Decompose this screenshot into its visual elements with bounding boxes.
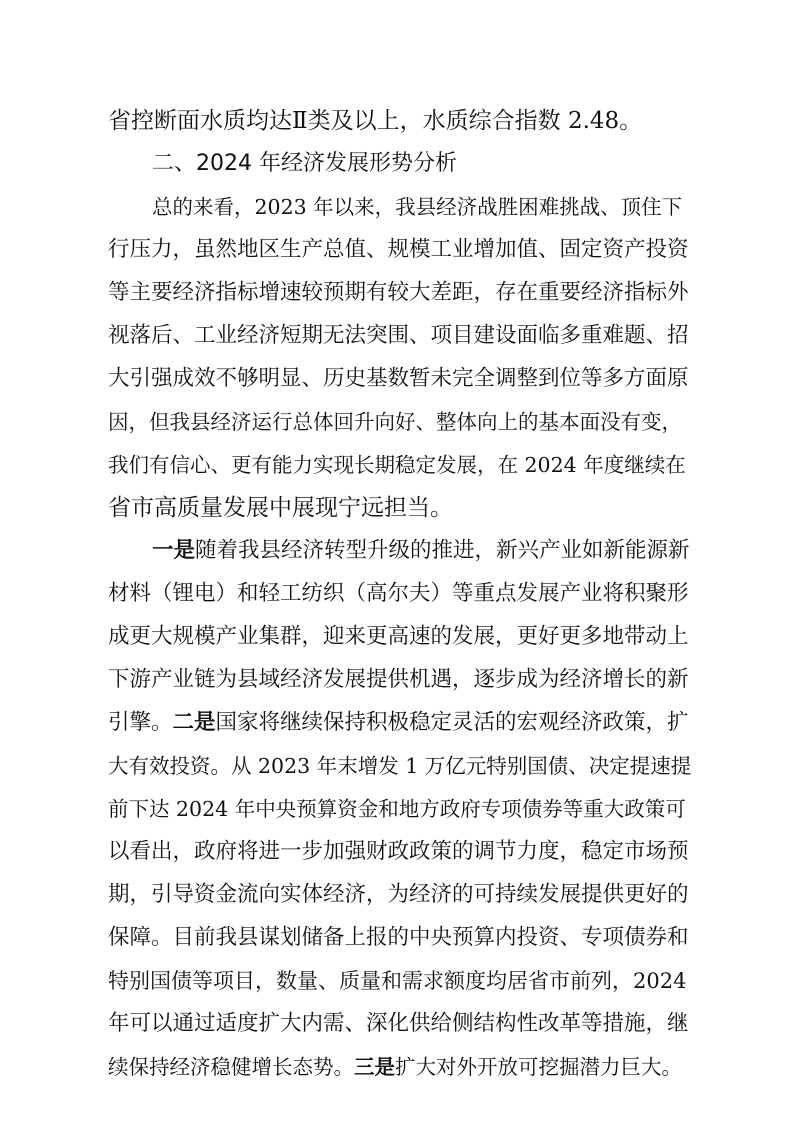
text-line: 保障。目前我县谋划储备上报的中央预算内投资、专项债券和 bbox=[108, 925, 689, 950]
text-line: 因，但我县经济运行总体回升向好、整体向上的基本面没有变， bbox=[108, 410, 682, 434]
text-line: 年可以通过适度扩大内需、深化供给侧结构性改革等措施，继 bbox=[108, 1011, 689, 1036]
text-line: 视落后、工业经济短期无法突围、项目建设面临多重难题、招 bbox=[108, 323, 689, 348]
text-line: 特别国债等项目，数量、质量和需求额度均居省市前列，2024 bbox=[108, 969, 687, 993]
text-line: 我们有信心、更有能力实现长期稳定发展，在 2024 年度继续在 bbox=[108, 453, 686, 477]
text-line: 前下达 2024 年中央预算资金和地方政府专项债券等重大政策可 bbox=[108, 797, 686, 821]
point-marker: 三是 bbox=[354, 1055, 395, 1079]
text-line: 成更大规模产业集群，迎来更高速的发展，更好更多地带动上 bbox=[108, 624, 689, 649]
text-line: 大引强成效不够明显、历史基数暂未完全调整到位等多方面原 bbox=[108, 366, 689, 391]
text-line: 期，引导资金流向实体经济，为经济的可持续发展提供更好的 bbox=[108, 882, 689, 907]
section-heading: 二、2024 年经济发展形势分析 bbox=[152, 151, 457, 176]
text-line: 行压力，虽然地区生产总值、规模工业增加值、固定资产投资 bbox=[108, 237, 689, 262]
text-line: 续保持经济稳健增长态势。 三是 扩大对外开放可挖掘潜力巨大。 bbox=[108, 1055, 682, 1079]
text-line: 一是 随着我县经济转型升级的推进，新兴产业如新能源新 bbox=[152, 538, 690, 563]
text-line: 省控断面水质均达Ⅱ类及以上，水质综合指数 2.48。 bbox=[108, 108, 643, 134]
text-line: 材料（锂电）和轻工纺织（高尔夫）等重点发展产业将积聚形 bbox=[108, 581, 689, 606]
text-line: 引擎。 二是 国家将继续保持积极稳定灵活的宏观经济政策，扩 bbox=[108, 710, 689, 735]
text-line: 省市高质量发展中展现宁远担当。 bbox=[108, 495, 453, 521]
point-marker: 二是 bbox=[172, 710, 216, 735]
text-line: 大有效投资。从 2023 年末增发 1 万亿元特别国债、决定提速提 bbox=[108, 754, 692, 778]
text-line: 等主要经济指标增速较预期有较大差距，存在重要经济指标外 bbox=[108, 280, 689, 305]
text-line: 总的来看，2023 年以来，我县经济战胜困难挑战、顶住下 bbox=[152, 195, 683, 219]
point-marker: 一是 bbox=[152, 538, 196, 563]
text-line: 以看出，政府将进一步加强财政政策的调节力度，稳定市场预 bbox=[108, 839, 689, 864]
text-line: 下游产业链为县域经济发展提供机遇，逐步成为经济增长的新 bbox=[108, 667, 689, 692]
